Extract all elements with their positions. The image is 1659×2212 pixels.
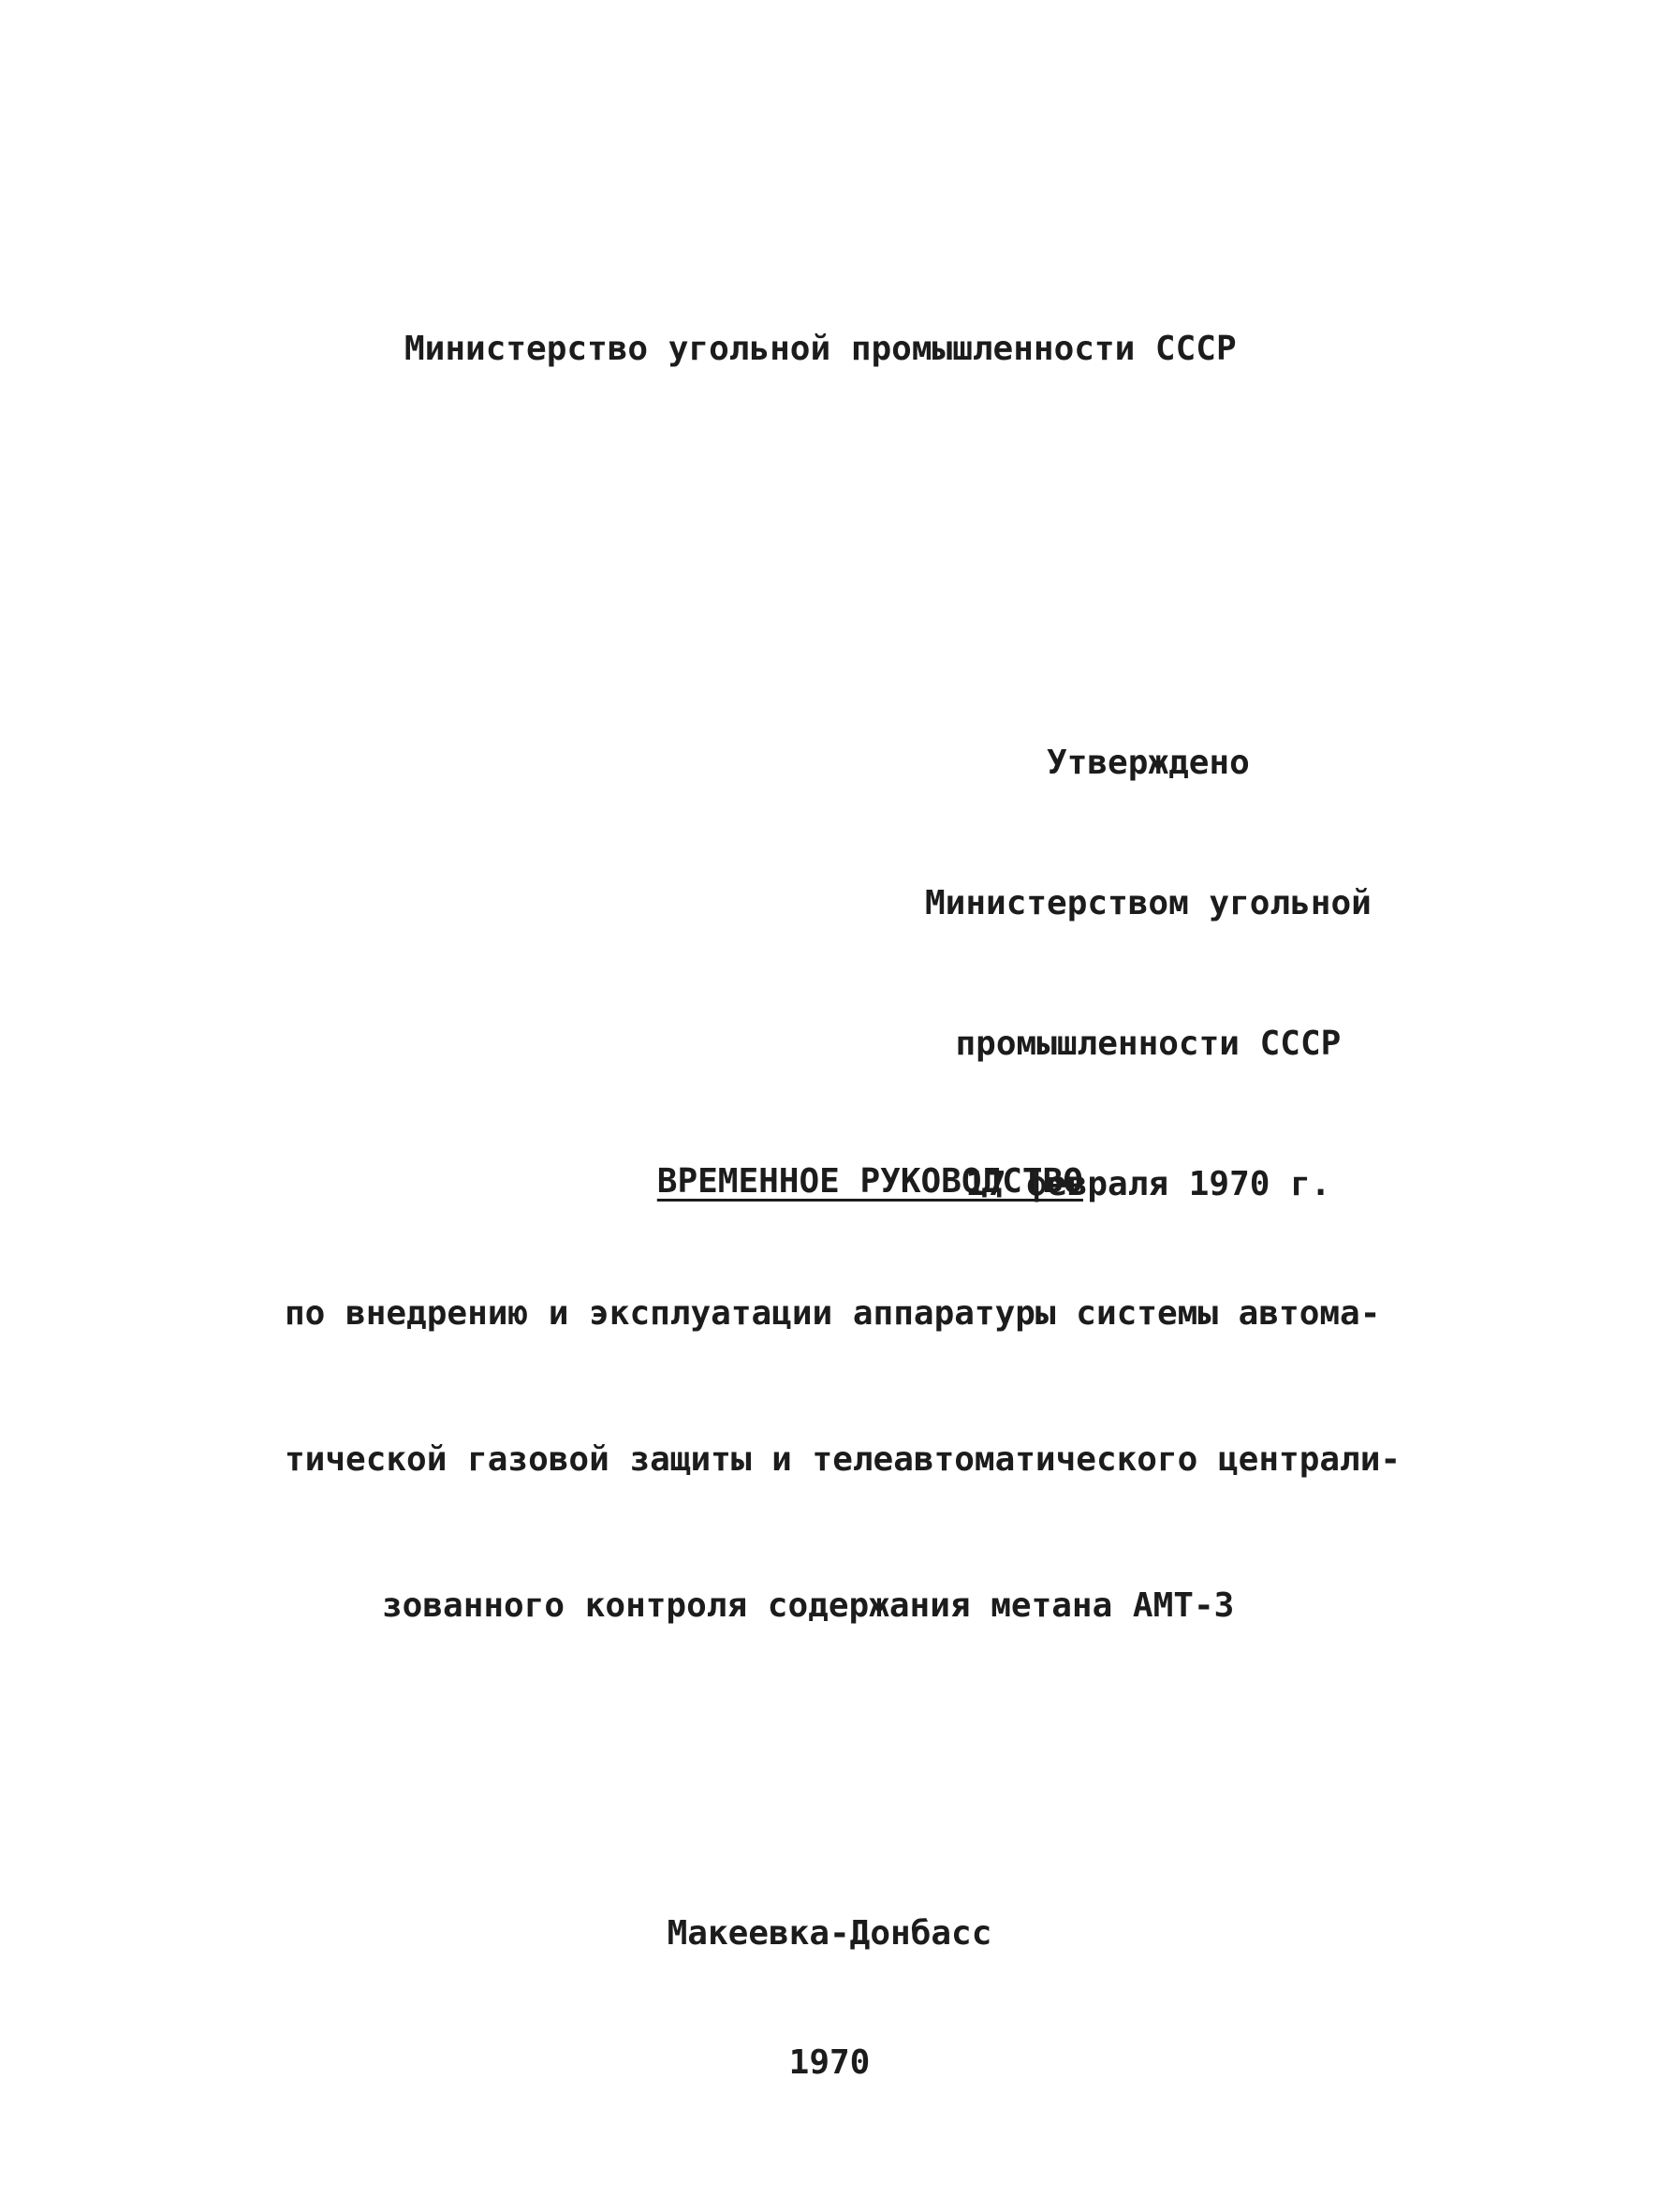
document-title-text: ВРЕМЕННОЕ РУКОВОДСТВО bbox=[656, 1162, 1083, 1201]
publication-info bbox=[0, 1826, 1659, 2171]
document-subtitle bbox=[285, 1192, 1401, 1728]
subtitle-line: зованного контроля содержания метана АМТ-3 bbox=[382, 1586, 1235, 1625]
publication-place: Макеевка-Донбасс bbox=[667, 1914, 992, 1953]
publication-year: 1970 bbox=[788, 2043, 871, 2082]
approval-line: Министерством угольной bbox=[925, 884, 1372, 922]
subtitle-line: тической газовой защиты и телеавтоматического централи- bbox=[285, 1440, 1402, 1479]
subtitle-line: по внедрению и эксплуатации аппаратуры системы автома- bbox=[285, 1294, 1381, 1333]
ministry-header: Министерство угольной промышленности СССР bbox=[404, 330, 1237, 368]
approval-line: промышленности СССР bbox=[955, 1025, 1342, 1063]
approval-line: Утверждено bbox=[1047, 744, 1250, 782]
approval-date: 17 февраля 1970 г. bbox=[965, 1165, 1331, 1203]
